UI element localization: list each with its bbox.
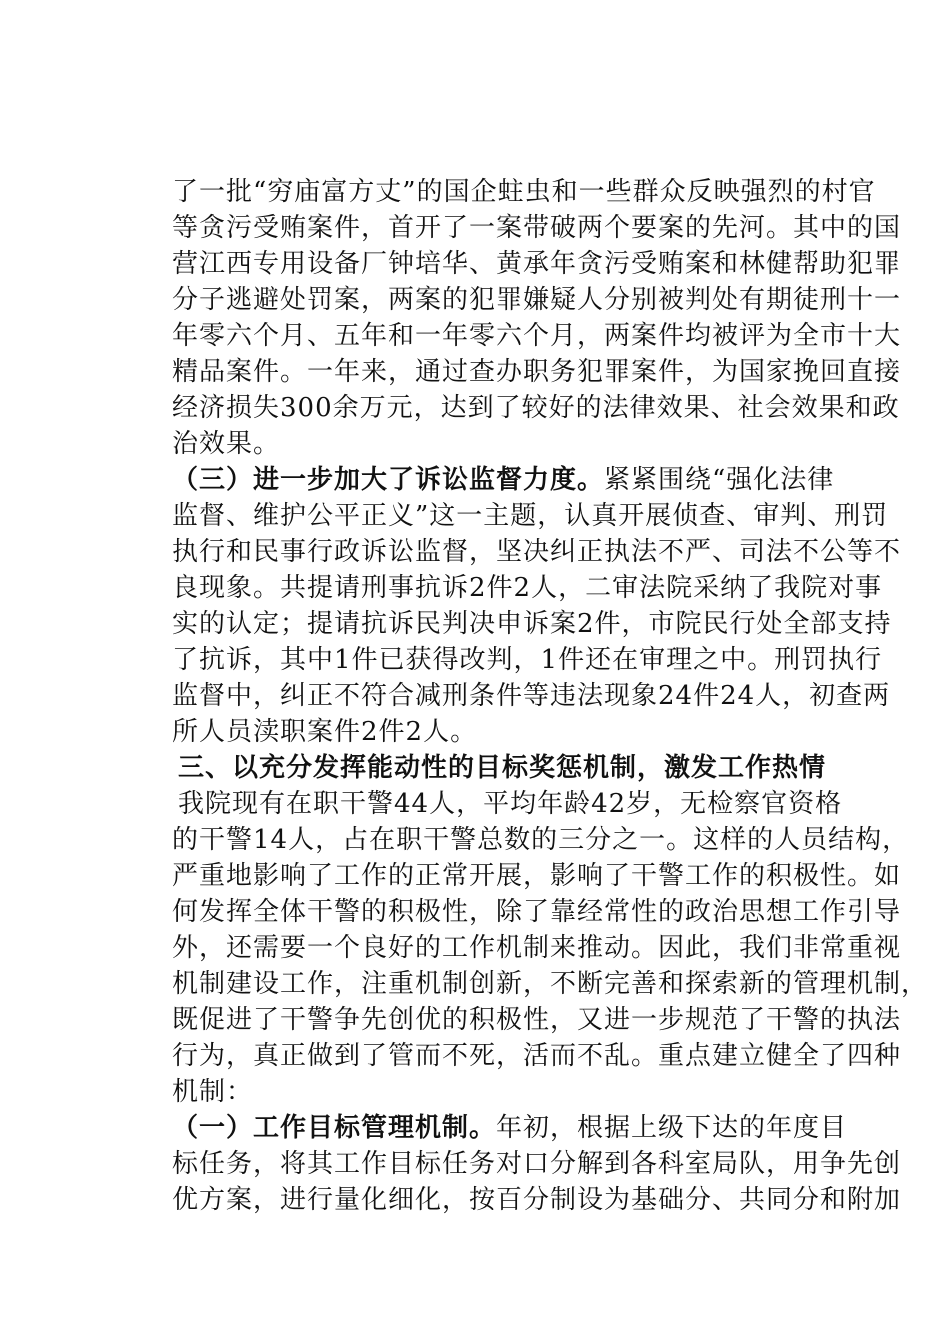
text-run: 紧紧围绕“强化法律 — [604, 465, 835, 495]
text-line: 既促进了干警争先创优的积极性，又进一步规范了干警的执法 — [172, 1005, 902, 1035]
text-line: 治效果。 — [172, 429, 281, 459]
text-line: 监督中，纠正不符合减刑条件等违法现象24件24人，初查两 — [172, 681, 891, 711]
text-line: 所人员渎职案件2件2人。 — [172, 717, 478, 747]
text-line: 行为，真正做到了管而不死，活而不乱。重点建立健全了四种 — [172, 1041, 902, 1071]
text-line: 经济损失300余万元，达到了较好的法律效果、社会效果和政 — [172, 393, 900, 423]
text-line: 标任务，将其工作目标任务对口分解到各科室局队，用争先创 — [172, 1149, 902, 1179]
text-line: 了一批“穷庙富方丈”的国企蛀虫和一些群众反映强烈的村官 — [172, 177, 876, 207]
text-line: 的干警14人，占在职干警总数的三分之一。这样的人员结构， — [172, 825, 910, 855]
text-line: 良现象。共提请刑事抗诉2件2人，二审法院采纳了我院对事 — [172, 573, 883, 603]
text-line: 优方案，进行量化细化，按百分制设为基础分、共同分和附加 — [172, 1185, 902, 1215]
paragraph-first-line — [172, 1110, 847, 1146]
text-line: 外，还需要一个良好的工作机制来推动。因此，我们非常重视 — [172, 933, 902, 963]
text-run: 年初，根据上级下达的年度目 — [496, 1113, 848, 1143]
subsection-heading: （一）工作目标管理机制。 — [172, 1113, 497, 1143]
text-line: 营江西专用设备厂钟培华、黄承年贪污受贿案和林健帮助犯罪 — [172, 249, 902, 279]
text-line: 严重地影响了工作的正常开展，影响了干警工作的积极性。如 — [172, 861, 902, 891]
section-title: 三、以充分发挥能动性的目标奖惩机制，激发工作热情 — [178, 753, 827, 783]
paragraph-first-line — [172, 462, 834, 498]
paragraph-first-line: 我院现有在职干警44人，平均年龄42岁，无检察官资格 — [178, 789, 843, 819]
text-line: 精品案件。一年来，通过查办职务犯罪案件，为国家挽回直接 — [172, 357, 902, 387]
text-line: 机制建设工作，注重机制创新，不断完善和探索新的管理机制， — [172, 969, 929, 999]
text-line: 实的认定；提请抗诉民判决申诉案2件，市院民行处全部支持 — [172, 609, 892, 639]
text-line: 年零六个月、五年和一年零六个月，两案件均被评为全市十大 — [172, 321, 902, 351]
text-line: 分子逃避处罚案，两案的犯罪嫌疑人分别被判处有期徒刑十一 — [172, 285, 902, 315]
text-line: 执行和民事行政诉讼监督，坚决纠正执法不严、司法不公等不 — [172, 537, 902, 567]
text-line: 机制： — [172, 1077, 254, 1107]
text-line: 等贪污受贿案件，首开了一案带破两个要案的先河。其中的国 — [172, 213, 902, 243]
text-line: 了抗诉，其中1件已获得改判，1件还在审理之中。刑罚执行 — [172, 645, 883, 675]
text-line: 监督、维护公平正义”这一主题，认真开展侦查、审判、刑罚 — [172, 501, 889, 531]
text-line: 何发挥全体干警的积极性，除了靠经常性的政治思想工作引导 — [172, 897, 902, 927]
subsection-heading: （三）进一步加大了诉讼监督力度。 — [172, 465, 605, 495]
